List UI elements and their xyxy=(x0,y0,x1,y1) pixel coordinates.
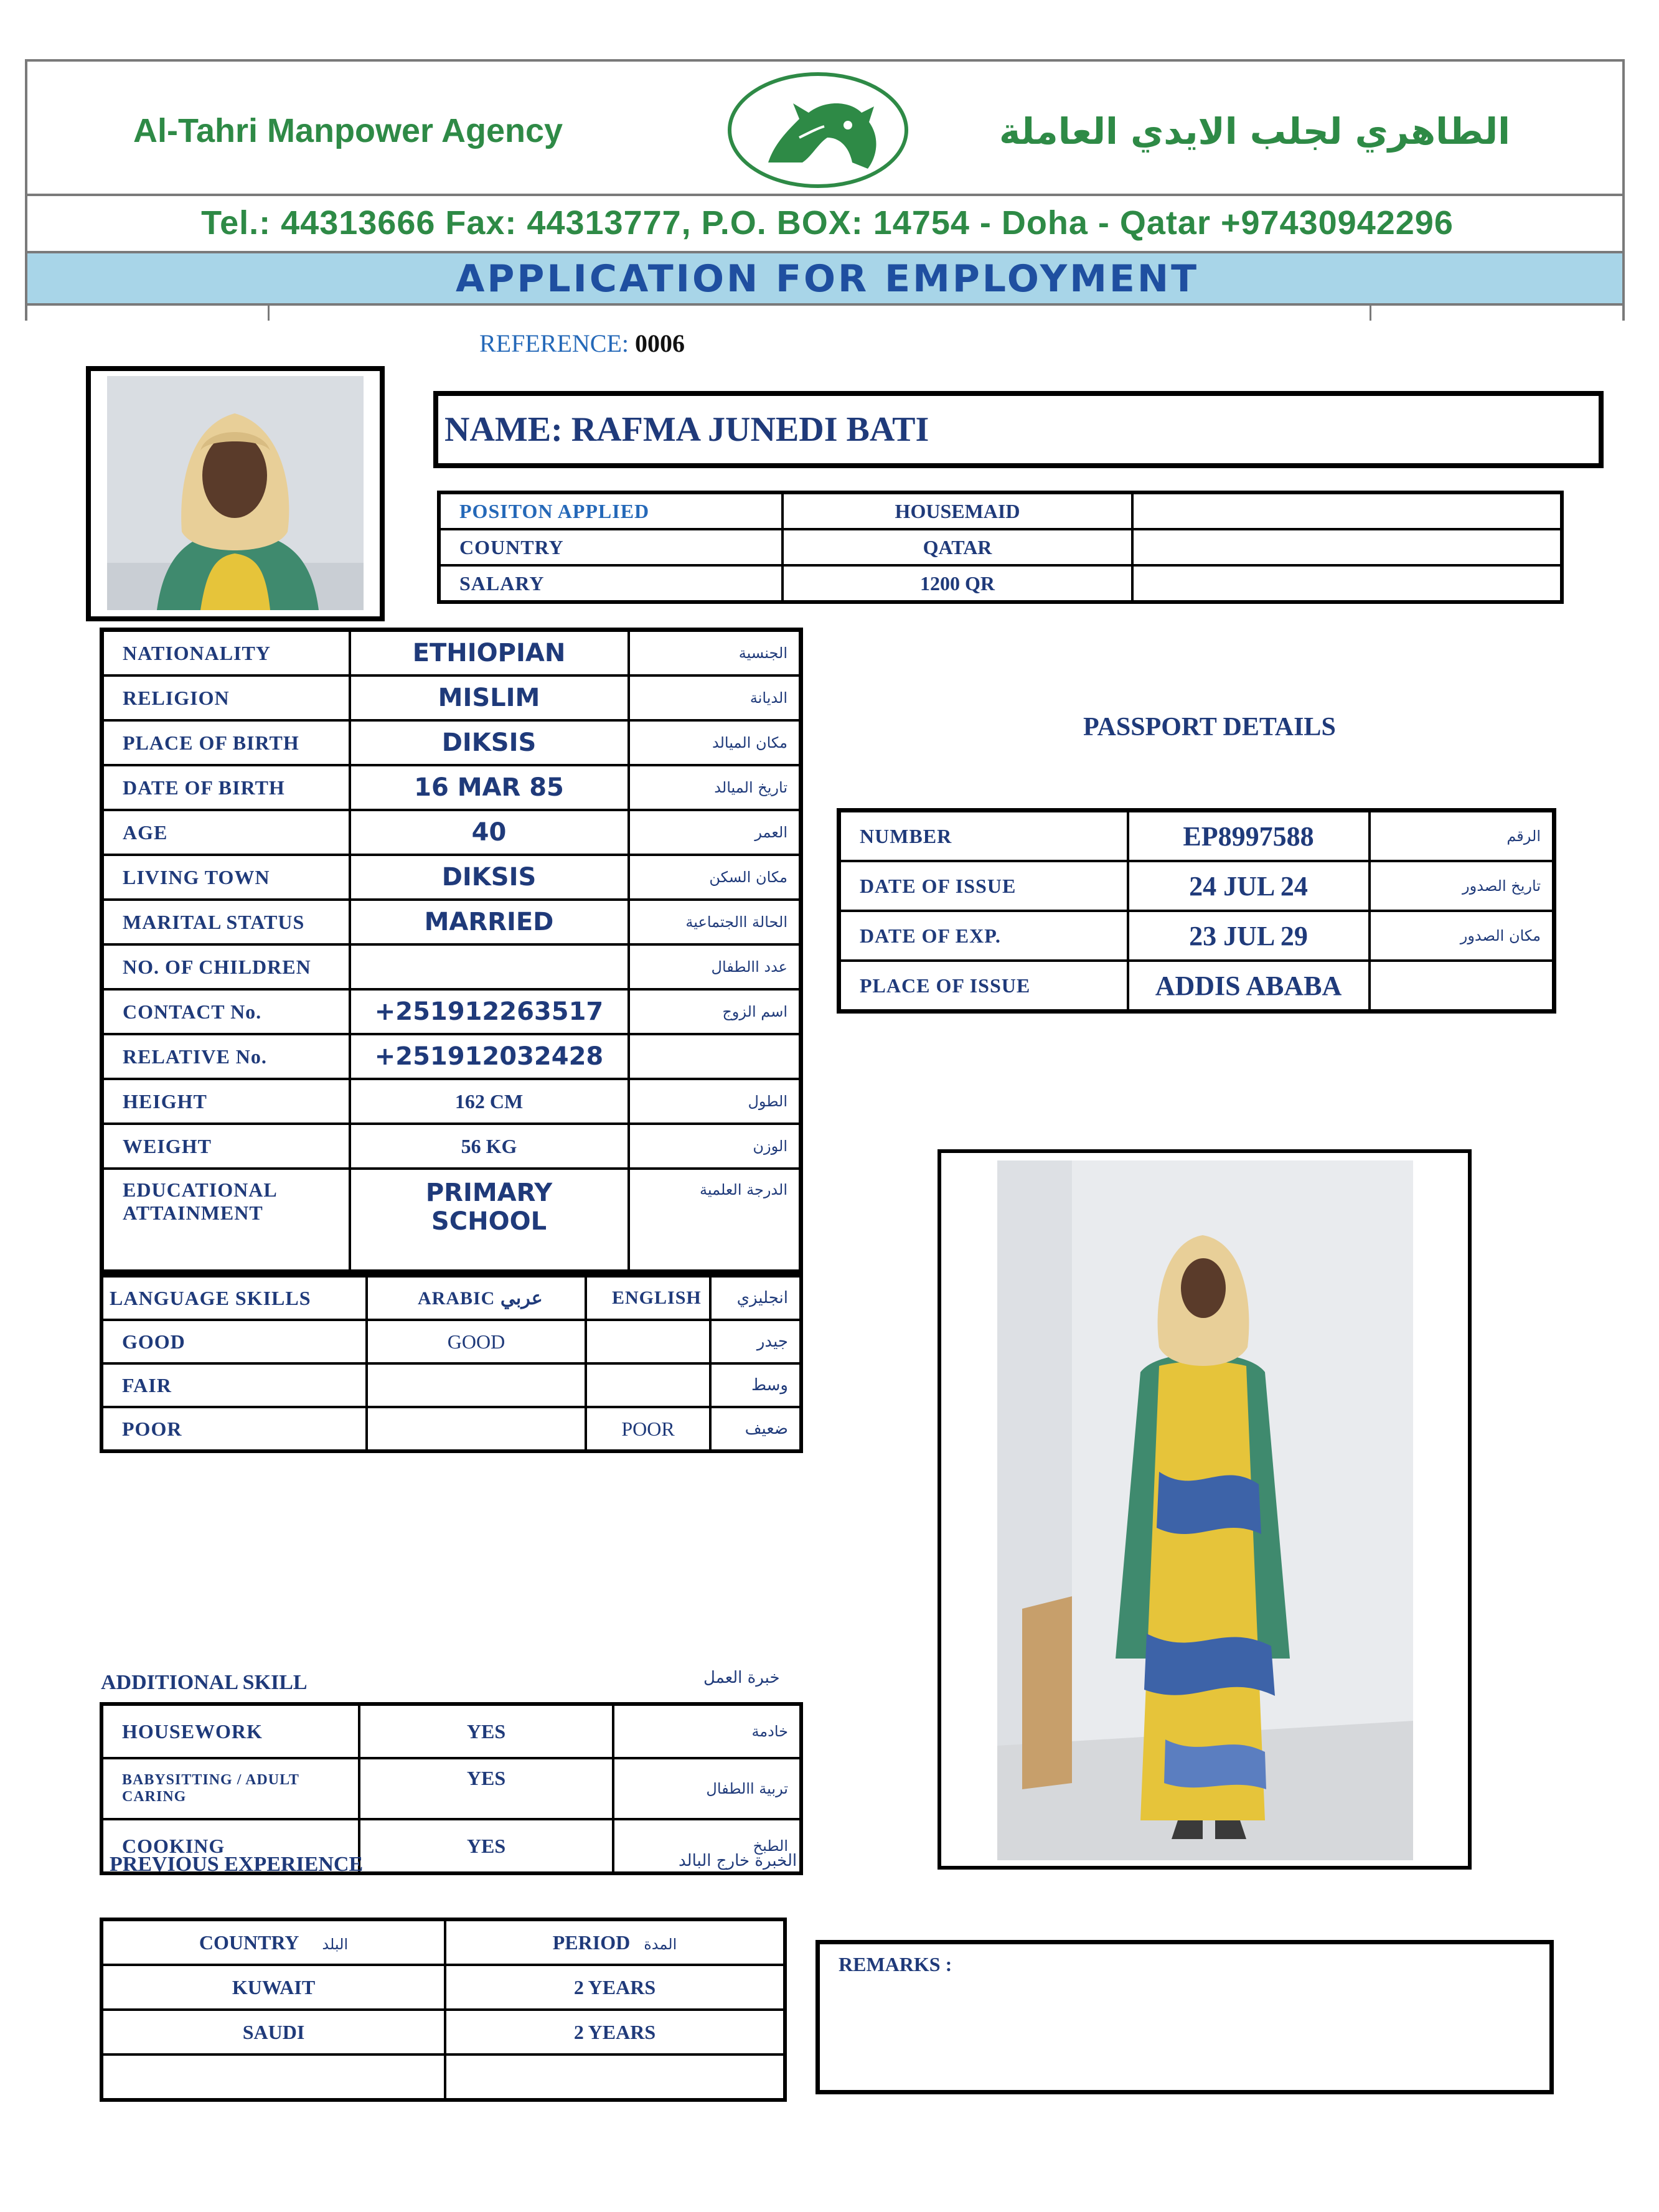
poor-label-arabic: ضعيف xyxy=(710,1407,801,1451)
table-row xyxy=(102,1034,801,1079)
housework-label-arabic: خادمة xyxy=(613,1704,801,1758)
place-of-issue-label-arabic xyxy=(1370,961,1554,1012)
applicant-portrait-photo xyxy=(107,376,364,610)
children-label: NO. OF CHILDREN xyxy=(102,944,350,989)
reference-line xyxy=(479,329,685,358)
nationality-label: NATIONALITY xyxy=(102,630,350,676)
banner-divider xyxy=(1370,306,1371,321)
remarks-box xyxy=(815,1940,1554,2094)
banner-cut-edge xyxy=(25,306,1625,321)
country-header-arabic: البلد xyxy=(322,1935,349,1953)
table-row xyxy=(102,1169,801,1272)
expiry-date-label: DATE OF EXP. xyxy=(839,911,1128,961)
date-of-birth-value: 16 MAR 85 xyxy=(350,765,629,810)
issue-date-label: DATE OF ISSUE xyxy=(839,861,1128,911)
table-row xyxy=(101,1704,801,1758)
english-good-value xyxy=(586,1320,710,1363)
empty-cell xyxy=(1132,529,1562,565)
living-town-label: LIVING TOWN xyxy=(102,855,350,900)
experience-period: 2 YEARS xyxy=(445,1965,785,2010)
table-row xyxy=(439,565,1562,602)
table-row xyxy=(101,1919,785,1965)
salary-label: SALARY xyxy=(439,565,783,602)
reference-number: 0006 xyxy=(635,329,685,357)
english-poor-value: POOR xyxy=(586,1407,710,1451)
living-town-value: DIKSIS xyxy=(350,855,629,900)
table-row xyxy=(101,1276,801,1320)
contact-number-label-arabic: اسم الزوج xyxy=(629,989,801,1034)
table-row xyxy=(102,855,801,900)
position-applied-label: POSITON APPLIED xyxy=(439,492,783,529)
table-row xyxy=(102,810,801,855)
table-row xyxy=(101,1965,785,2010)
table-row xyxy=(102,1079,801,1124)
name-box xyxy=(433,391,1604,468)
children-label-arabic: عدد االطفال xyxy=(629,944,801,989)
babysitting-value: YES xyxy=(359,1758,613,1819)
table-row xyxy=(839,861,1554,911)
reference-label: REFERENCE: xyxy=(479,329,629,357)
application-table xyxy=(437,491,1564,604)
personal-details-table xyxy=(100,628,803,1274)
weight-label-arabic: الوزن xyxy=(629,1124,801,1169)
housework-label: HOUSEWORK xyxy=(101,1704,359,1758)
living-town-label-arabic: مكان السكن xyxy=(629,855,801,900)
table-row xyxy=(839,961,1554,1012)
table-row xyxy=(102,900,801,944)
arabic-column-header: ARABIC عربي xyxy=(367,1276,586,1320)
experience-country: SAUDI xyxy=(101,2010,445,2054)
period-header-arabic: المدة xyxy=(644,1935,677,1953)
place-of-issue-label: PLACE OF ISSUE xyxy=(839,961,1128,1012)
contact-number-value: +251912263517 xyxy=(350,989,629,1034)
cooking-label-arabic: الطبخ xyxy=(613,1819,801,1873)
table-row xyxy=(101,1758,801,1819)
table-row xyxy=(102,944,801,989)
previous-experience-table xyxy=(100,1918,787,2102)
country-header-label: COUNTRY xyxy=(199,1931,299,1954)
table-row xyxy=(101,1320,801,1363)
age-label: AGE xyxy=(102,810,350,855)
language-skills-table xyxy=(100,1274,803,1453)
cooking-value: YES xyxy=(359,1819,613,1873)
table-row xyxy=(102,675,801,720)
date-of-birth-label: DATE OF BIRTH xyxy=(102,765,350,810)
height-label: HEIGHT xyxy=(102,1079,350,1124)
experience-period: 2 YEARS xyxy=(445,2010,785,2054)
education-label-line: EDUCATIONAL xyxy=(123,1179,278,1201)
education-value-line: SCHOOL xyxy=(431,1207,547,1236)
education-value xyxy=(350,1169,629,1272)
table-row xyxy=(102,765,801,810)
housework-value: YES xyxy=(359,1704,613,1758)
babysitting-label-arabic: تربية االطفال xyxy=(613,1758,801,1819)
height-value: 162 CM xyxy=(350,1079,629,1124)
letterhead-banner xyxy=(25,59,1625,321)
table-row xyxy=(101,1363,801,1407)
date-of-birth-label-arabic: تاريخ الميالد xyxy=(629,765,801,810)
place-of-issue-value: ADDIS ABABA xyxy=(1128,961,1370,1012)
remarks-label: REMARKS : xyxy=(839,1953,952,1975)
arabic-good-value: GOOD xyxy=(367,1320,586,1363)
babysitting-label xyxy=(101,1758,359,1819)
babysitting-label-line: BABYSITTING / ADULT xyxy=(122,1772,299,1788)
agency-name-english: Al-Tahri Manpower Agency xyxy=(133,112,563,149)
religion-value: MISLIM xyxy=(350,675,629,720)
country-column-header xyxy=(101,1919,445,1965)
passport-table xyxy=(837,808,1556,1014)
title-bar xyxy=(25,253,1625,306)
table-row xyxy=(102,630,801,676)
english-column-header: ENGLISH xyxy=(586,1276,710,1320)
education-value-line: PRIMARY xyxy=(425,1179,553,1207)
age-value: 40 xyxy=(350,810,629,855)
arabic-poor-value xyxy=(367,1407,586,1451)
salary-value: 1200 QR xyxy=(783,565,1132,602)
applicant-name: NAME: RAFMA JUNEDI BATI xyxy=(444,410,929,449)
contact-number-label: CONTACT No. xyxy=(102,989,350,1034)
religion-label-arabic: الديانة xyxy=(629,675,801,720)
marital-status-label: MARITAL STATUS xyxy=(102,900,350,944)
expiry-date-label-arabic: مكان الصدور xyxy=(1370,911,1554,961)
table-row xyxy=(102,720,801,765)
table-row xyxy=(839,811,1554,862)
relative-number-value: +251912032428 xyxy=(350,1034,629,1079)
empty-cell xyxy=(1132,492,1562,529)
english-column-header-arabic: انجليزي xyxy=(710,1276,801,1320)
country-label: COUNTRY xyxy=(439,529,783,565)
horse-head-logo-icon xyxy=(725,69,911,191)
issue-date-value: 24 JUL 24 xyxy=(1128,861,1370,911)
applicant-full-body-photo xyxy=(997,1160,1413,1860)
passport-number-value: EP8997588 xyxy=(1128,811,1370,862)
previous-experience-title: PREVIOUS EXPERIENCE xyxy=(110,1853,364,1876)
passport-details-title: PASSPORT DETAILS xyxy=(1083,713,1336,741)
babysitting-label-line: CARING xyxy=(122,1789,187,1805)
previous-experience-title-arabic: الخبرة خارج البالد xyxy=(679,1852,797,1870)
table-row xyxy=(101,1407,801,1451)
additional-skill-title: ADDITIONAL SKILL xyxy=(101,1671,308,1694)
nationality-label-arabic: الجنسية xyxy=(629,630,801,676)
place-of-birth-value: DIKSIS xyxy=(350,720,629,765)
good-label: GOOD xyxy=(101,1320,367,1363)
position-applied-value: HOUSEMAID xyxy=(783,492,1132,529)
cooking-label: COOKING xyxy=(101,1819,359,1873)
poor-label: POOR xyxy=(101,1407,367,1451)
good-label-arabic: جيدر xyxy=(710,1320,801,1363)
period-column-header xyxy=(445,1919,785,1965)
empty-cell xyxy=(1132,565,1562,602)
religion-label: RELIGION xyxy=(102,675,350,720)
table-row xyxy=(102,989,801,1034)
marital-status-label-arabic: الحالة االجتماعية xyxy=(629,900,801,944)
contact-info: Tel.: 44313666 Fax: 44313777, P.O. BOX: 14754 - Doha - Qatar +97430942296 xyxy=(201,204,1454,242)
education-label-line: ATTAINMENT xyxy=(123,1202,263,1224)
table-row xyxy=(439,492,1562,529)
relative-number-label: RELATIVE No. xyxy=(102,1034,350,1079)
additional-skill-title-arabic: خبرة العمل xyxy=(703,1668,780,1687)
arabic-fair-value xyxy=(367,1363,586,1407)
period-header-label: PERIOD xyxy=(552,1931,631,1954)
place-of-birth-label-arabic: مكان الميالد xyxy=(629,720,801,765)
language-skills-label: LANGUAGE SKILLS xyxy=(101,1276,367,1320)
table-row xyxy=(101,2054,785,2100)
experience-period xyxy=(445,2054,785,2100)
age-label-arabic: العمر xyxy=(629,810,801,855)
marital-status-value: MARRIED xyxy=(350,900,629,944)
experience-country: KUWAIT xyxy=(101,1965,445,2010)
expiry-date-value: 23 JUL 29 xyxy=(1128,911,1370,961)
nationality-value: ETHIOPIAN xyxy=(350,630,629,676)
contact-strip xyxy=(25,196,1625,253)
fair-label-arabic: وسط xyxy=(710,1363,801,1407)
issue-date-label-arabic: تاريخ الصدور xyxy=(1370,861,1554,911)
table-row xyxy=(101,2010,785,2054)
banner-divider xyxy=(268,306,270,321)
experience-country xyxy=(101,2054,445,2100)
weight-label: WEIGHT xyxy=(102,1124,350,1169)
weight-value: 56 KG xyxy=(350,1124,629,1169)
passport-number-label: NUMBER xyxy=(839,811,1128,862)
place-of-birth-label: PLACE OF BIRTH xyxy=(102,720,350,765)
table-row xyxy=(439,529,1562,565)
letterhead-top xyxy=(25,59,1625,196)
children-value xyxy=(350,944,629,989)
table-row xyxy=(102,1124,801,1169)
fair-label: FAIR xyxy=(101,1363,367,1407)
document-title: APPLICATION FOR EMPLOYMENT xyxy=(455,257,1200,301)
passport-number-label-arabic: الرقم xyxy=(1370,811,1554,862)
table-row xyxy=(839,911,1554,961)
agency-name-arabic: الطاهري لجلب الايدي العاملة xyxy=(999,110,1510,153)
country-value: QATAR xyxy=(783,529,1132,565)
relative-number-label-arabic xyxy=(629,1034,801,1079)
height-label-arabic: الطول xyxy=(629,1079,801,1124)
education-label xyxy=(102,1169,350,1272)
additional-skill-table xyxy=(100,1702,803,1875)
english-fair-value xyxy=(586,1363,710,1407)
education-label-arabic: الدرجة العلمية xyxy=(629,1169,801,1272)
